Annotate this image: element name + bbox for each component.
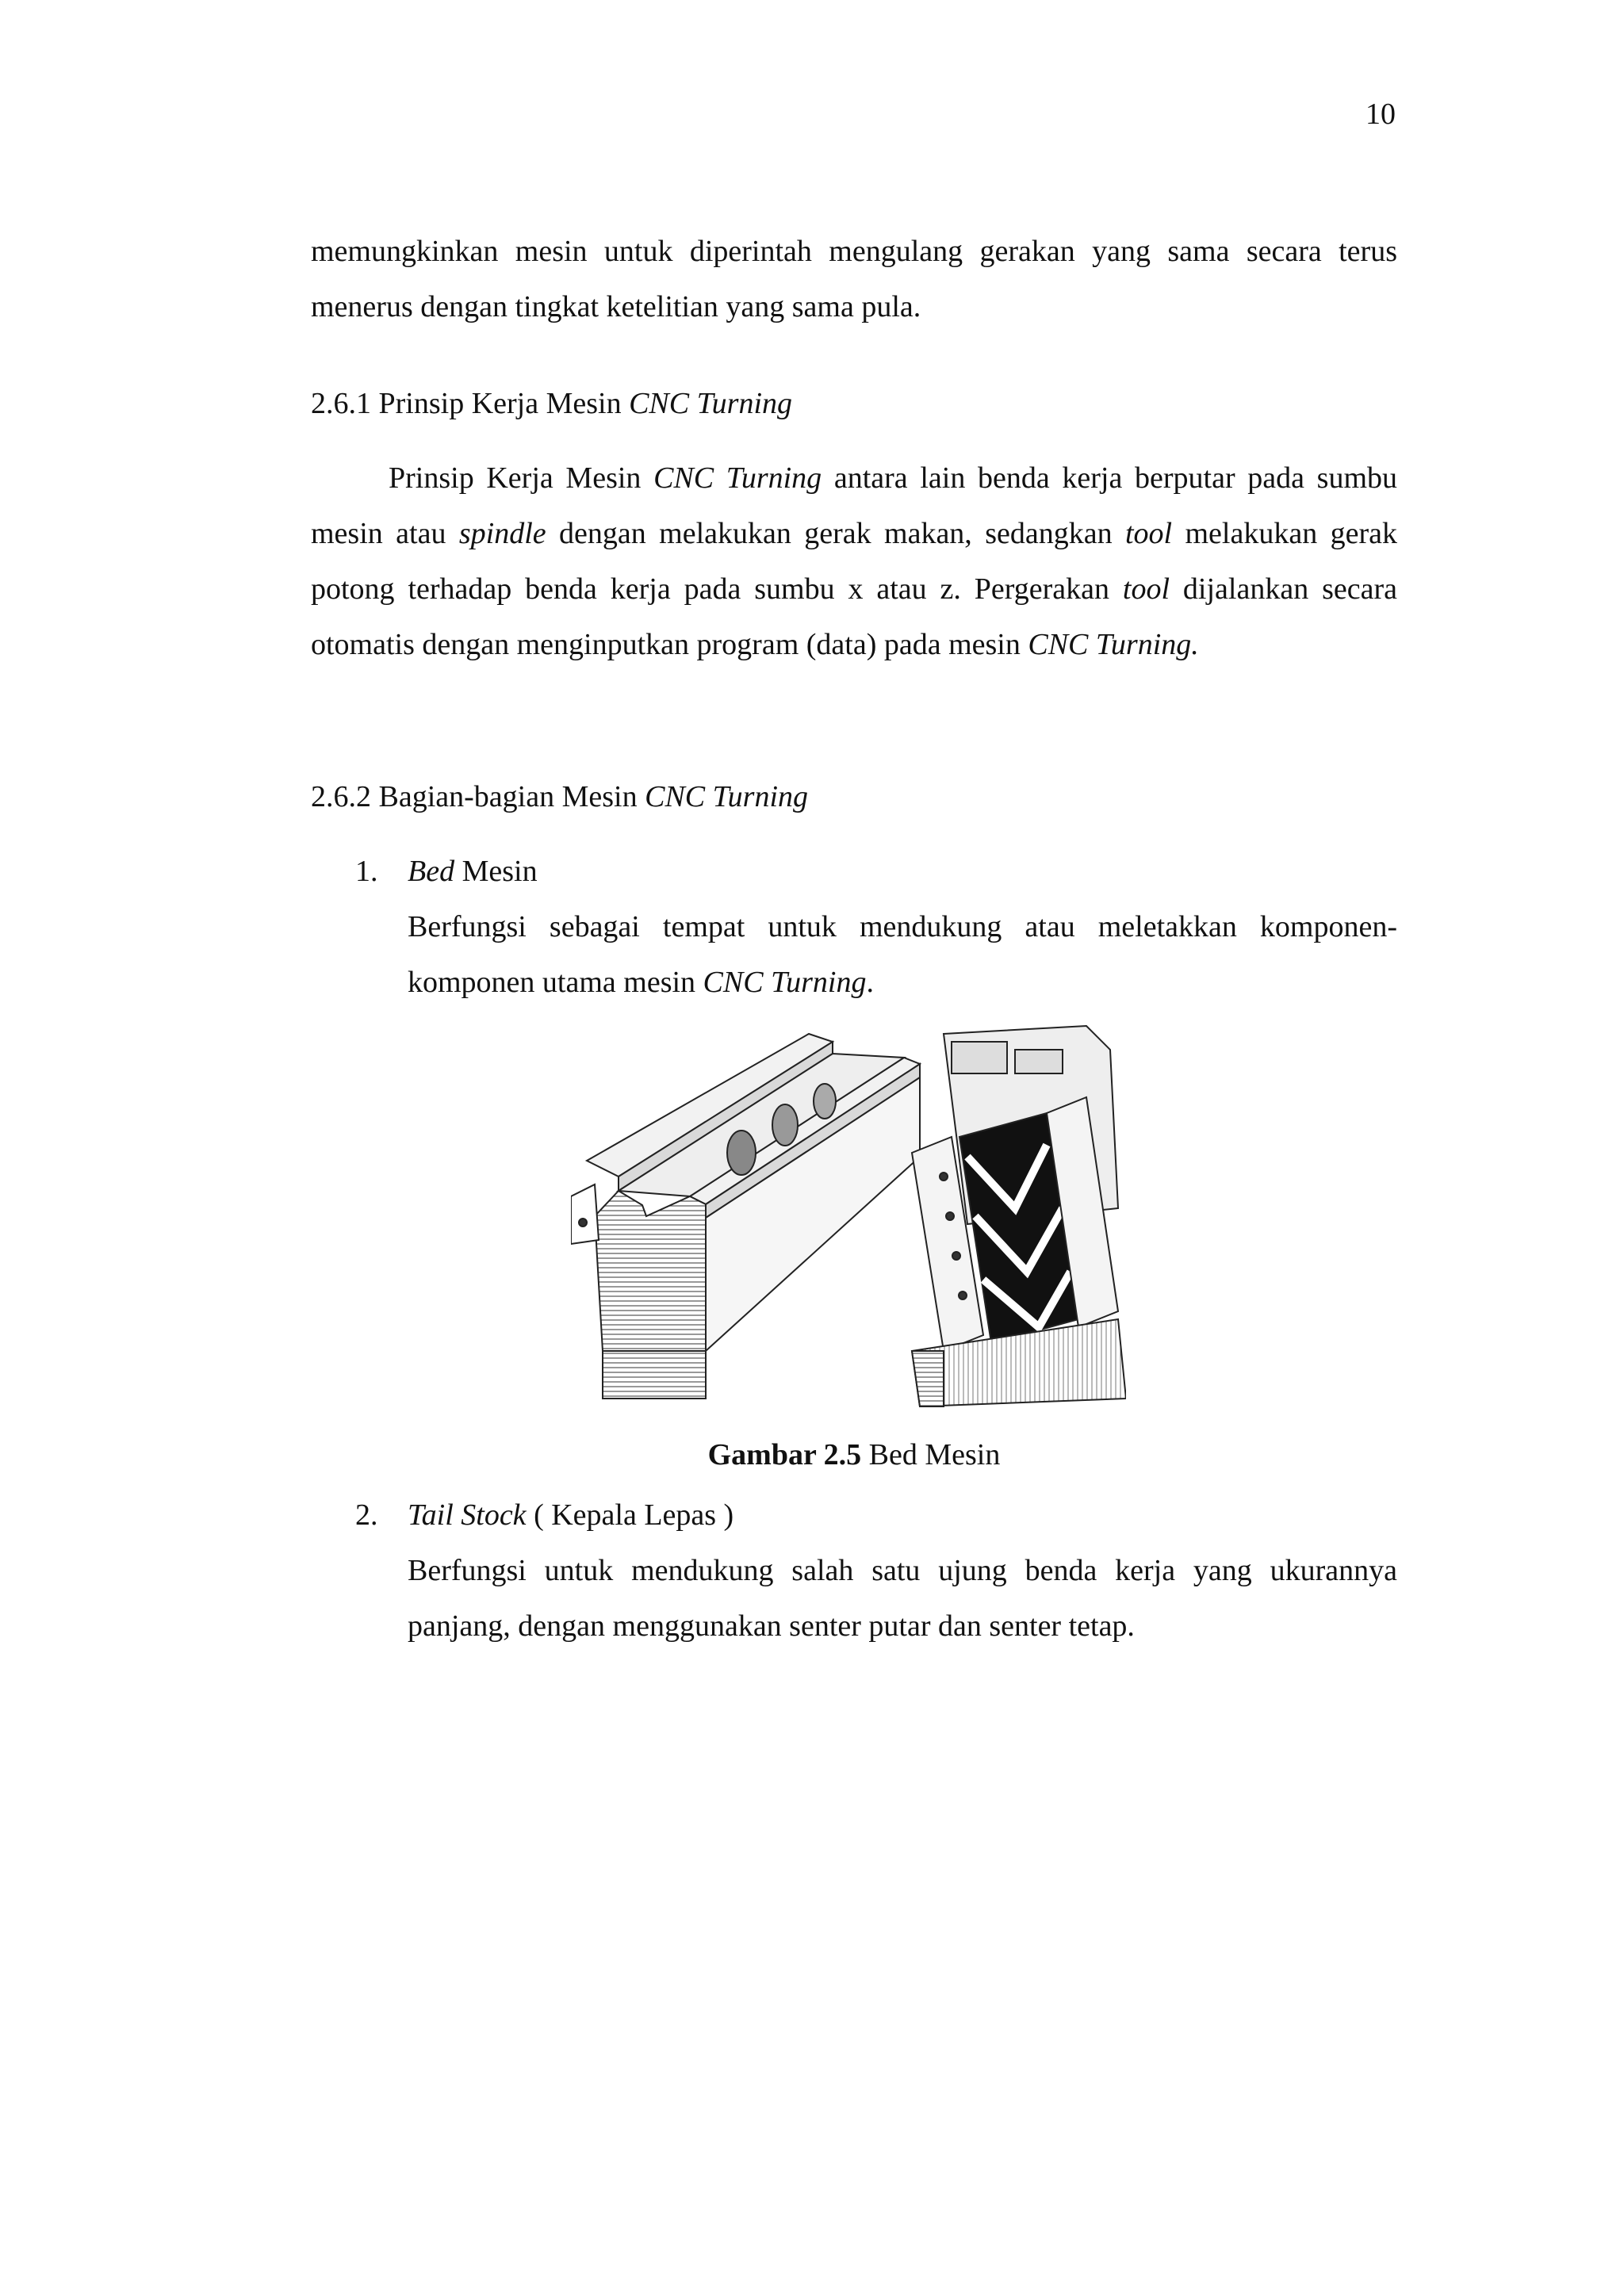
text-run: antara lain benda kerja berputar pada sumbu mesin atau	[311, 461, 1398, 550]
text-run: melakukan gerak potong terhadap benda kerja pada sumbu x atau z. Pergerakan	[311, 517, 1397, 606]
caption-text: Bed Mesin	[861, 1438, 1001, 1471]
text-run: Mesin	[454, 855, 538, 888]
italic-run: Bed	[408, 855, 455, 888]
section-heading-2-6-2	[311, 769, 808, 825]
section-heading-italic: CNC Turning	[645, 780, 809, 813]
list-item-2-title	[408, 1487, 733, 1543]
intro-line-1: memungkinkan mesin untuk diperintah mengulang gerakan yang sama secara terus	[311, 235, 1397, 268]
italic-run: tool	[1124, 517, 1173, 550]
list-item-2-number: 2.	[355, 1498, 378, 1532]
bed-right	[912, 1026, 1126, 1406]
text-run: .	[866, 966, 874, 999]
text-run: dijalankan secara otomatis dengan menginputkan program (data) pada mesin	[311, 572, 1397, 661]
text-run: Berfungsi untuk mendukung salah satu ujung benda kerja yang ukurannya panjang, dengan menggunakan senter putar dan senter tetap.	[408, 1554, 1397, 1643]
paragraph-2-6-1	[311, 450, 1397, 672]
figure-caption	[311, 1427, 1397, 1483]
italic-run: CNC Turning	[653, 461, 822, 495]
section-heading-text: 2.6.2 Bagian-bagian Mesin	[311, 780, 645, 813]
list-item-1-number: 1.	[355, 855, 378, 888]
italic-run: spindle	[458, 517, 546, 550]
section-heading-2-6-1	[311, 376, 792, 431]
list-item-1-title	[408, 844, 538, 899]
text-run: Prinsip Kerja Mesin	[389, 461, 654, 495]
list-item-1-body	[408, 899, 1397, 1010]
text-run: Berfungsi sebagai tempat untuk mendukung atau meletakkan komponen-komponen utama mesin	[408, 910, 1397, 999]
bed-mesin-figure	[571, 1018, 1126, 1414]
text-run: ( Kepala Lepas )	[526, 1498, 734, 1532]
italic-run: CNC Turning.	[1028, 628, 1199, 661]
bed-mesin-illustration	[571, 1018, 1126, 1414]
italic-run: tool	[1122, 572, 1170, 606]
italic-run: CNC Turning	[703, 966, 867, 999]
italic-run: Tail Stock	[408, 1498, 527, 1532]
caption-label: Gambar 2.5	[707, 1438, 862, 1471]
section-heading-text: 2.6.1 Prinsip Kerja Mesin	[311, 387, 630, 420]
text-run: dengan melakukan gerak makan, sedangkan	[546, 517, 1125, 550]
intro-line-2: menerus dengan tingkat ketelitian yang sama pula.	[311, 290, 921, 323]
bed-left	[571, 1034, 920, 1399]
page-number: 10	[1365, 98, 1396, 131]
intro-paragraph	[311, 224, 1397, 335]
list-item-2-body	[408, 1543, 1397, 1654]
section-heading-italic: CNC Turning	[629, 387, 792, 420]
